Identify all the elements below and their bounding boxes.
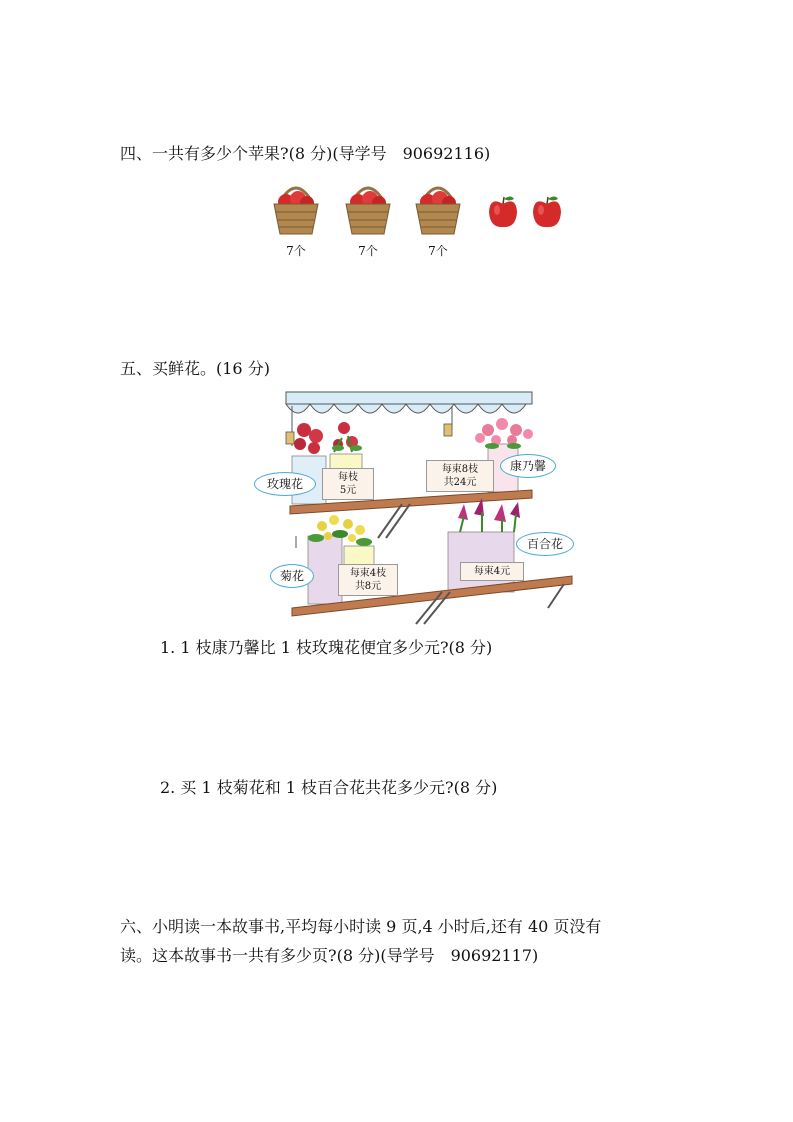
rose-price-tag bbox=[322, 468, 374, 500]
carnation-price-line1: 每束8枝 bbox=[441, 464, 479, 475]
question-6-line1: 六、小明读一本故事书,平均每小时读 9 页,4 小时后,还有 40 页没有 bbox=[120, 917, 602, 936]
question-5-title: 五、买鲜花。(16 分) bbox=[120, 359, 270, 378]
chrysanthemum-price-line2: 共8元 bbox=[354, 581, 382, 592]
rose-label: 玫瑰花 bbox=[254, 472, 316, 496]
apple-icon bbox=[530, 194, 564, 230]
basket-label: 7个 bbox=[428, 244, 448, 258]
question-5-2: 2. 买 1 枝菊花和 1 枝百合花共花多少元?(8 分) bbox=[160, 778, 498, 797]
carnation-price-tag bbox=[426, 460, 494, 492]
apple-basket-icon bbox=[342, 180, 394, 236]
chrysanthemum-price-tag bbox=[338, 564, 398, 596]
rose-price-line2: 5元 bbox=[339, 485, 357, 496]
question-5-1: 1. 1 枝康乃馨比 1 枝玫瑰花便宜多少元?(8 分) bbox=[160, 638, 493, 657]
apple-basket-icon bbox=[270, 180, 322, 236]
flower-stall-drawing bbox=[252, 386, 582, 626]
question-6-line2: 读。这本故事书一共有多少页?(8 分)(导学号 90692117) bbox=[120, 946, 539, 965]
apple-icon bbox=[486, 194, 520, 230]
chrysanthemum-label: 菊花 bbox=[270, 564, 314, 588]
basket-label: 7个 bbox=[358, 244, 378, 258]
apple-basket-icon bbox=[412, 180, 464, 236]
lily-price-tag bbox=[460, 562, 524, 581]
lily-price-line1: 每束4元 bbox=[473, 566, 511, 577]
rose-price-line1: 每枝 bbox=[338, 472, 358, 483]
lily-label: 百合花 bbox=[516, 532, 574, 556]
apple-illustration bbox=[268, 180, 578, 260]
flower-stall-illustration bbox=[252, 386, 582, 626]
question-4-title: 四、一共有多少个苹果?(8 分)(导学号 90692116) bbox=[120, 144, 491, 163]
carnation-price-line2: 共24元 bbox=[443, 477, 477, 488]
basket-label: 7个 bbox=[286, 244, 306, 258]
chrysanthemum-price-line1: 每束4枝 bbox=[349, 568, 387, 579]
carnation-label: 康乃馨 bbox=[500, 454, 556, 478]
